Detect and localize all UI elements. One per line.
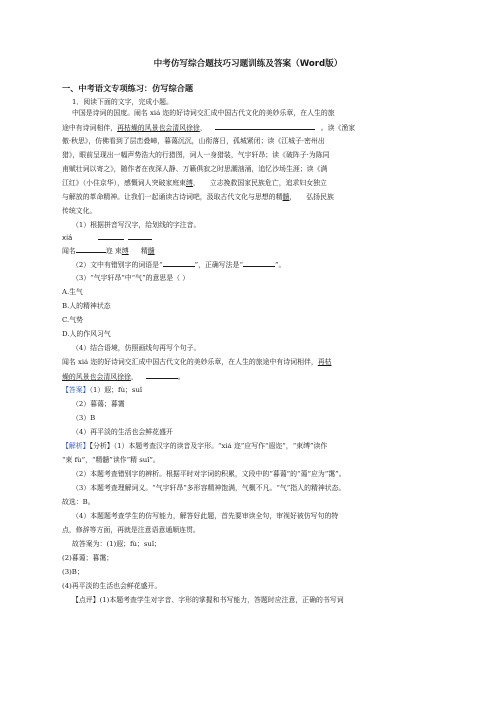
- answer-line: （2）暮蔼；暮霭: [72, 400, 125, 408]
- analysis-line: 【解析】【分析】（1）本题考查汉字的读音及字形。“xiá 迩”应写作“遐迩”，“束缚”读作: [62, 442, 328, 450]
- passage-line: 甫赋壮词以寄之》，随作者在夜深人静、万籁俱寂之时思潮汹涌，追忆沙场生涯；读《满: [62, 165, 328, 173]
- analysis-line: 点，修辞等方面，再就是注意语意通顺连贯。: [62, 526, 200, 534]
- analysis-line: （2）本题考查错别字的辨析。根据平时对字词的积累，文段中的“暮蔼”的“蔼”应为“霭”。: [72, 470, 346, 478]
- answer-tag: 【答案】: [62, 386, 90, 394]
- answer-blank: [163, 259, 195, 267]
- underlined-sentence: 再枯燥的风景也会清风徐徐: [117, 124, 200, 132]
- question-4-line: 闻名 xiá 迩的好诗词交汇成中国古代文化的美妙乐章，在人生的旅途中有诗词相伴，再枯: [62, 358, 332, 366]
- answer-line: （3）B: [72, 414, 96, 422]
- question-3: （3）“气宇轩昂”中“气”的意思是（ ）: [72, 274, 190, 282]
- passage-line: 中国是诗词的国度。闹名 xiá 迩的好诗词交汇成中国古代文化的美妙乐章，在人生的旅: [72, 109, 335, 117]
- analysis-line: （3）本题考查理解词义。“气宇轩昂”多形容精神饱满，气概不凡。“气”指人的精神状态。: [72, 484, 346, 492]
- question-1-label: （1）根据拼音写汉字，给划线的字注音。: [72, 221, 201, 229]
- passage-line: 传统文化。: [62, 207, 97, 215]
- answer-blank: [128, 232, 152, 240]
- answer-blank: [76, 245, 106, 253]
- analysis-line: 故选：B。: [62, 498, 95, 506]
- answer-blank: [146, 371, 178, 379]
- answer-line: （4）再平淡的生活也会鲜花盛开: [72, 428, 173, 436]
- comment-line: 【点评】(1)本题考查学生对字音、字形的掌握和书写能力，答题时应注意，正确的书写词: [72, 596, 344, 604]
- analysis-line: (4)再平淡的生活也会鲜花盛开。: [62, 582, 162, 590]
- passage-line: 猎》，眼前呈现出一幅声势浩大的行猎图，词人一身猎装，气宇轩昂；读《破阵子·为陈同: [62, 151, 330, 159]
- analysis-line: (3)B；: [62, 568, 84, 576]
- answer-blank: [98, 232, 124, 240]
- option-d: D.人的作风习气: [62, 330, 111, 338]
- passage-line: 傲·秋思》，仿佛看到了层峦叠嶂，暮蔼沉沉，山衔落日，孤城紧闭；读《江城子·密州出: [62, 137, 325, 145]
- word-row: 闻名 迩 束缚 精髓: [62, 247, 155, 255]
- passage-line: 与解放的革命精神。让我们一起诵读古诗词吧，汲取古代文化与思想的精髓， 弘扬民族: [62, 193, 334, 201]
- analysis-tag: 【解析】: [62, 442, 90, 450]
- question-intro: 1．阅读下面的文字，完成小题。: [72, 98, 173, 106]
- option-b: B.人的精神状态: [62, 302, 111, 310]
- passage-line: 途中有诗词相伴，再枯燥的风景也会清风徐徐， 。读《渔家: [62, 124, 356, 132]
- document-title: 中考仿写综合题技巧习题训练及答案（Word版）: [153, 59, 343, 69]
- question-4-line: 燥的风景也会清风徐徐， 。: [62, 373, 185, 381]
- analysis-line: (2)暮蔼；暮霭；: [62, 554, 114, 562]
- answer-blank: [215, 122, 315, 130]
- comment-tag: 【点评】: [72, 596, 100, 604]
- section-heading: 一、中考语文专项练习：仿写综合题: [62, 83, 194, 93]
- question-2: （2）文中有错别字的词语是“ ”，正确写法是“ ”。: [72, 261, 286, 269]
- pinyin-row: xiá: [62, 232, 152, 243]
- option-c: C.气势: [62, 316, 83, 324]
- answer-blank: [243, 259, 275, 267]
- question-4-label: （4）结合语境，仿照画线句再写个句子。: [72, 344, 201, 352]
- analysis-line: “束 fù”，“精髓”读作“精 suǐ”。: [62, 456, 160, 464]
- analysis-line: （4）本题题考查学生的仿写能力，解答好此题，首先要审读全句，审视好被仿写句的特: [72, 512, 339, 520]
- option-a: A.生气: [62, 288, 83, 296]
- passage-line: 江红》（小住京华），感慨词人突破家庭束缚， 立志挽救国家民族危亡，追求妇女独立: [62, 179, 327, 187]
- answer-line: 【答案】（1）遐；fù；suǐ: [62, 386, 143, 394]
- analysis-line: 故答案为：(1)遐；fù；suǐ；: [72, 540, 161, 548]
